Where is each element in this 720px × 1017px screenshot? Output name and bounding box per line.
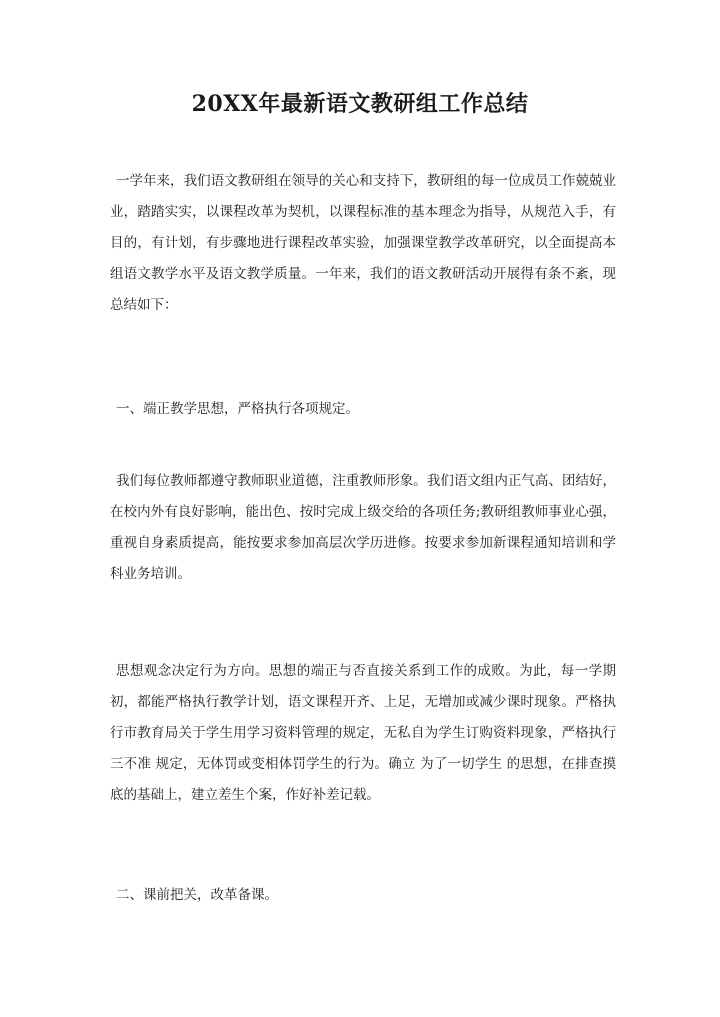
section-heading-2: 二、课前把关，改革备课。 <box>116 887 278 903</box>
intro-paragraph: 一学年来，我们语文教研组在领导的关心和支持下，教研组的每一位成员工作兢兢业业，踏踏实实，以课程改革为契机，以课程标准的基本理念为指导，从规范入手，有目的，有计划，有步骤地进行课程改革实验，加强课堂教学改革研究，以全面提高本组语文教学水平及语文教学质量。一年来，我们的语文教研活动开展得有条不紊，现总结如下： <box>110 173 616 313</box>
body-paragraph-1: 我们每位教师都遵守教师职业道德，注重教师形象。我们语文组内正气高、团结好，在校内外有良好影响，能出色、按时完成上级交给的各项任务;教研组教师事业心强，重视自身素质提高，能按要求参加高层次学历进修。按要求参加新课程通知培训和学科业务培训。 <box>110 473 616 582</box>
body-paragraph-2: 思想观念决定行为方向。思想的端正与否直接关系到工作的成败。为此，每一学期初，都能严格执行教学计划，语文课程开齐、上足，无增加或减少课时现象。严格执行市教育局关于学生用学习资料管理的规定，无私自为学生订购资料现象，严格执行 三不准 规定，无体罚或变相体罚学生的行为。确立 为了一切学生 的思想，在排查摸底的基础上，建立差生个案，作好补差记载。 <box>110 663 616 803</box>
document-title: 20XX年最新语文教研组工作总结 <box>191 91 529 117</box>
section-heading-1: 一、端正教学思想，严格执行各项规定。 <box>116 401 359 417</box>
